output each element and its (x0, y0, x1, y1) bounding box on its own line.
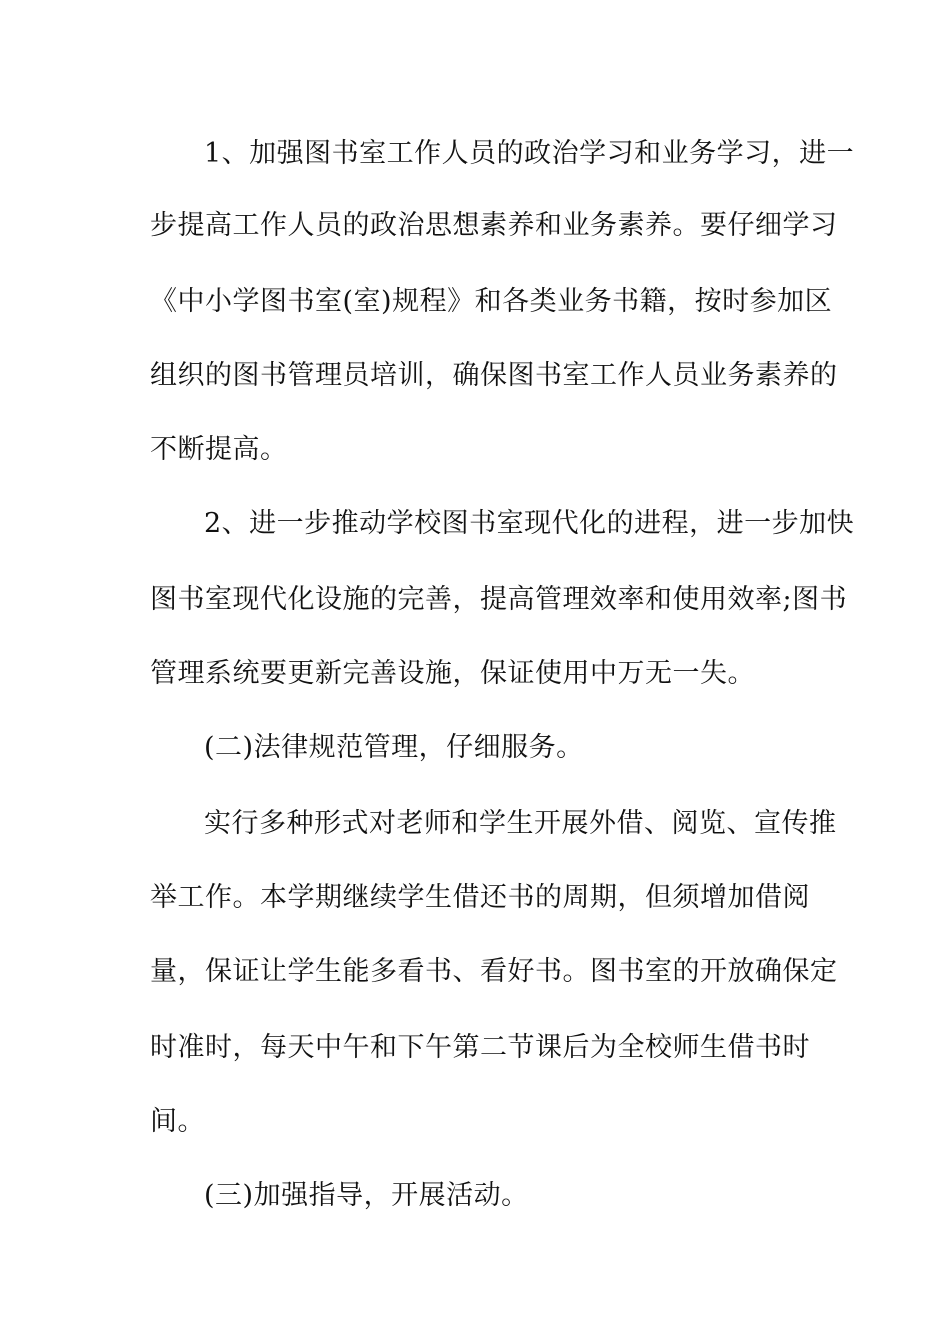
text-line: 图书室现代化设施的完善，提高管理效率和使用效率;图书 (150, 584, 848, 615)
text-line: 步提高工作人员的政治思想素养和业务素养。要仔细学习 (150, 210, 838, 241)
text-line: 实行多种形式对老师和学生开展外借、阅览、宣传推 (204, 808, 837, 839)
text-line: 1、加强图书室工作人员的政治学习和业务学习，进一 (204, 138, 855, 169)
section-heading: (三)加强指导，开展活动。 (204, 1180, 529, 1211)
text-line: 不断提高。 (150, 434, 288, 465)
text-line: 时准时，每天中午和下午第二节课后为全校师生借书时 (150, 1032, 810, 1063)
text-line: 量，保证让学生能多看书、看好书。图书室的开放确保定 (150, 956, 838, 987)
section-heading: (二)法律规范管理，仔细服务。 (204, 732, 584, 763)
text-line: 间。 (150, 1106, 205, 1137)
text-line: 管理系统要更新完善设施，保证使用中万无一失。 (150, 658, 755, 689)
text-line: 组织的图书管理员培训，确保图书室工作人员业务素养的 (150, 360, 838, 391)
text-line: 《中小学图书室(室)规程》和各类业务书籍，按时参加区 (150, 286, 833, 317)
text-line: 举工作。本学期继续学生借还书的周期，但须增加借阅 (150, 882, 810, 913)
text-line: 2、进一步推动学校图书室现代化的进程，进一步加快 (204, 508, 855, 539)
